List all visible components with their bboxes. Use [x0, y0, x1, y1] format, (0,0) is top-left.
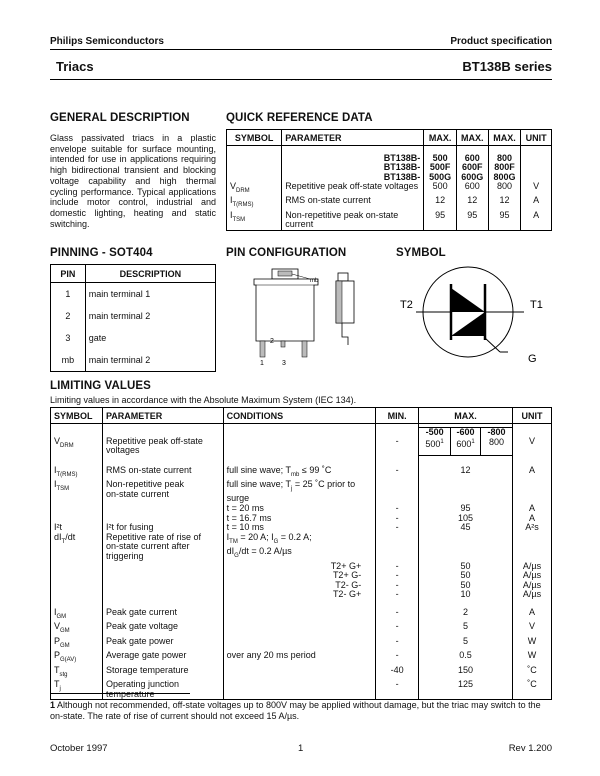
qr-type-value: 500G [424, 173, 457, 183]
lv-header-unit: UNIT [512, 408, 551, 424]
qr-header-max: MAX. [424, 130, 457, 146]
lv-row-vdrm [51, 428, 552, 456]
lv-min: - [376, 504, 419, 514]
pin-label-1: 1 [260, 360, 264, 367]
pin-header-pin: PIN [51, 265, 86, 283]
lv-condition: over any 20 ms period [223, 651, 376, 665]
lv-unit: A/µs [512, 562, 551, 572]
pin-row [51, 305, 216, 327]
quick-reference-header-row [227, 130, 552, 146]
footer-date: October 1997 [50, 743, 108, 754]
lv-max: 800 [488, 436, 505, 447]
lv-symbol: T [54, 678, 60, 689]
lv-parameter: temperature [105, 688, 155, 699]
qr-header-max: MAX. [456, 130, 488, 146]
limiting-values-table [50, 407, 552, 700]
qr-type-value: 500F [424, 163, 457, 173]
lv-condition: I [226, 531, 230, 542]
footnote-text: Although not recommended, off-state voltages up to 800V may be applied without damage, but the triac may switch to the on-state. The rate of rise of current should not exceed 15 A/µs. [50, 700, 541, 721]
qr-row-itsm [227, 211, 552, 231]
lv-min: - [376, 562, 419, 572]
lv-unit: W [512, 651, 551, 665]
pin-row [51, 349, 216, 372]
lv-parameter: Peak gate voltage [102, 622, 223, 636]
footnote-number: 1 [50, 700, 56, 710]
pin-number: 2 [51, 305, 86, 327]
pin-description: main terminal 1 [85, 283, 215, 306]
lv-parameter: Peak gate power [102, 637, 223, 651]
lv-parameter: Storage temperature [102, 666, 223, 680]
product-category: Triacs [56, 59, 94, 74]
lv-parameter: on-state current after [105, 541, 190, 552]
lv-symbol: I [54, 607, 57, 617]
qr-type-label: BT138B- [282, 154, 424, 164]
lv-quadrant: T2- G+ [223, 590, 376, 600]
lv-symbol: /dt [65, 531, 76, 542]
lv-quadrant: T2- G- [223, 581, 376, 591]
qr-value: 800 [488, 182, 521, 196]
title-rule [50, 79, 552, 80]
lv-unit: ˚C [512, 680, 551, 700]
footer-revision: Rev 1.200 [508, 743, 552, 754]
lv-symbol: P [54, 650, 61, 661]
lv-row-quadrant [51, 562, 552, 572]
qr-type-value: 600 [456, 154, 488, 164]
lv-condition: ≤ 99 ˚C [299, 464, 332, 475]
lv-symbol-sub: T [61, 538, 66, 545]
lv-row-didt [51, 533, 552, 562]
lv-symbol: P [54, 635, 61, 646]
lv-condition-sub: G [273, 538, 279, 545]
pin-configuration-drawing [226, 265, 376, 370]
footer-page-number: 1 [298, 743, 304, 754]
lv-symbol-sub: GM [60, 628, 70, 635]
company-name: Philips Semiconductors [50, 36, 164, 47]
pin-header-description: DESCRIPTION [85, 265, 215, 283]
lv-max: 5 [419, 622, 513, 636]
lv-condition [223, 622, 376, 636]
lv-row-gate [51, 622, 552, 636]
symbol-label-t1: T1 [530, 299, 543, 311]
lv-unit: W [512, 637, 551, 651]
qr-value: 12 [424, 196, 457, 210]
lv-min: - [376, 523, 419, 533]
lv-min: - [376, 466, 419, 480]
pin-row [51, 283, 216, 306]
lv-unit: A/µs [512, 581, 551, 591]
lv-max: 5 [419, 637, 513, 651]
footnote-mark: 1 [440, 438, 444, 445]
qr-type-label: BT138B- [282, 173, 424, 183]
lv-condition-sub: TM [229, 538, 238, 545]
pin-label-2: 2 [270, 338, 274, 345]
lv-symbol: I [54, 479, 57, 490]
lv-min: -40 [376, 666, 419, 680]
lv-max: 95 [419, 504, 513, 514]
lv-symbol: I [54, 464, 57, 475]
lv-min: - [376, 428, 419, 456]
qr-type-value: 800G [488, 173, 521, 183]
symbol-heading: SYMBOL [396, 247, 446, 259]
lv-min: - [376, 608, 419, 622]
lv-condition: = 20 A; I [237, 531, 274, 542]
lv-row-tj [51, 680, 552, 700]
lv-row-quadrant [51, 581, 552, 591]
qr-symbol-sub: T(RMS) [232, 202, 254, 209]
lv-parameter: Non-repetitive peak [105, 479, 184, 490]
footnote-mark: 1 [471, 438, 475, 445]
lv-max: 105 [419, 514, 513, 524]
lv-condition [223, 608, 376, 622]
lv-symbol-sub: TSM [56, 485, 70, 492]
qr-unit: V [521, 182, 552, 196]
lv-quadrant: T2+ G- [223, 571, 376, 581]
pin-number: 1 [51, 283, 86, 306]
lv-condition: dI [226, 546, 235, 557]
qr-header-unit: UNIT [521, 130, 552, 146]
lv-row-gate [51, 666, 552, 680]
lv-header-parameter: PARAMETER [102, 408, 223, 424]
lv-max: 50 [419, 562, 513, 572]
quick-reference-table [226, 129, 552, 231]
general-description-heading: GENERAL DESCRIPTION [50, 112, 190, 124]
lv-symbol-sub: G(AV) [60, 656, 77, 663]
lv-symbol: I²t [51, 523, 103, 533]
lv-parameter: Average gate power [102, 651, 223, 665]
lv-condition: full sine wave; T [226, 464, 292, 475]
lv-condition: t = 20 ms [223, 504, 376, 514]
qr-parameter: RMS on-state current [282, 196, 424, 210]
lv-quadrant: T2+ G+ [223, 562, 376, 572]
lv-row-itsm [51, 480, 552, 504]
pinning-heading: PINNING - SOT404 [50, 247, 153, 259]
qr-header-max: MAX. [488, 130, 521, 146]
lv-row-gate [51, 608, 552, 622]
lv-symbol-sub: T(RMS) [56, 471, 78, 478]
lv-condition [223, 666, 376, 680]
pin-label-mb: mb [310, 278, 319, 284]
qr-symbol-sub: TSM [232, 216, 246, 223]
qr-type-value: 500 [424, 154, 457, 164]
lv-header-row [51, 408, 552, 424]
lv-min: - [376, 571, 419, 581]
qr-value: 95 [488, 211, 521, 231]
lv-unit: A [512, 608, 551, 622]
lv-parameter: Repetitive peak off-state [105, 435, 203, 446]
lv-symbol: V [54, 621, 61, 632]
lv-header-conditions: CONDITIONS [223, 408, 376, 424]
lv-symbol-sub: GM [60, 642, 70, 649]
lv-condition: t = 16.7 ms [223, 514, 376, 524]
qr-value: 500 [424, 182, 457, 196]
qr-header-parameter: PARAMETER [282, 130, 424, 146]
qr-symbol: I [230, 195, 233, 206]
lv-unit: A/µs [512, 590, 551, 600]
product-series: BT138B series [462, 59, 552, 74]
lv-max: 600 [456, 438, 472, 449]
lv-condition: full sine wave; T [226, 479, 292, 490]
footnote [50, 700, 552, 722]
lv-min: - [376, 651, 419, 665]
lv-unit: V [512, 622, 551, 636]
lv-condition-sub: G [234, 553, 239, 560]
qr-type-value: 800 [488, 154, 521, 164]
qr-value: 95 [456, 211, 488, 231]
lv-row-gate [51, 651, 552, 665]
qr-value: 600 [456, 182, 488, 196]
lv-parameter: Repetitive rate of rise of [105, 531, 201, 542]
header-rule [50, 49, 552, 50]
quick-reference-heading: QUICK REFERENCE DATA [226, 112, 373, 124]
lv-condition: surge [226, 493, 250, 504]
symbol-label-g: G [528, 353, 537, 365]
qr-unit: A [521, 196, 552, 210]
qr-type-value: 600F [456, 163, 488, 173]
lv-grade: -800 [487, 427, 506, 437]
lv-unit: A [512, 514, 551, 524]
document-type: Product specification [450, 36, 552, 47]
pin-description: main terminal 2 [85, 349, 215, 372]
lv-min: - [376, 680, 419, 700]
lv-parameter: triggering [105, 551, 144, 562]
lv-min: - [376, 590, 419, 600]
lv-condition: t = 10 ms [223, 523, 376, 533]
lv-unit: A/µs [512, 571, 551, 581]
lv-unit: A [512, 504, 551, 514]
pin-description: gate [85, 327, 215, 349]
lv-unit: V [512, 428, 551, 456]
lv-row-quadrant [51, 571, 552, 581]
lv-max: 12 [419, 466, 513, 480]
lv-header-min: MIN. [376, 408, 419, 424]
lv-max: 500 [425, 438, 441, 449]
qr-row-itrms [227, 196, 552, 210]
limiting-values-intro: Limiting values in accordance with the Absolute Maximum System (IEC 134). [50, 395, 357, 405]
lv-row-quadrant [51, 590, 552, 600]
lv-symbol-sub: stg [59, 671, 68, 678]
lv-unit: A [512, 466, 551, 480]
qr-value: 12 [456, 196, 488, 210]
general-description-text: Glass passivated triacs in a plastic envelope suitable for surface mounting, intended for use in applications requiring high bidirectional transient and blocking voltage capability and high thermal cycling performance. Typical applications include motor control, industrial and domestic lighting, heating and static switching. [50, 133, 216, 229]
lv-unit: ˚C [512, 666, 551, 680]
lv-row-t20 [51, 504, 552, 514]
symbol-label-t2: T2 [400, 299, 413, 311]
pin-description: main terminal 2 [85, 305, 215, 327]
triac-symbol [396, 262, 552, 370]
lv-row-gate [51, 637, 552, 651]
lv-condition [223, 637, 376, 651]
qr-unit: A [521, 211, 552, 231]
qr-type-value: 600G [456, 173, 488, 183]
qr-parameter: Repetitive peak off-state voltages [282, 182, 424, 196]
lv-parameter: Operating junction [105, 678, 179, 689]
limiting-values-heading: LIMITING VALUES [50, 380, 151, 392]
lv-max: 45 [419, 523, 513, 533]
pinning-table [50, 264, 216, 372]
qr-header-symbol: SYMBOL [227, 130, 282, 146]
lv-row-itrms [51, 466, 552, 480]
qr-parameter: Non-repetitive peak on-state current [282, 211, 424, 231]
pinning-header-row [51, 265, 216, 283]
lv-parameter: I²t for fusing [102, 523, 223, 533]
pin-number: mb [51, 349, 86, 372]
qr-symbol: I [230, 209, 233, 220]
qr-row-vdrm [227, 182, 552, 196]
lv-symbol-sub: DRM [60, 442, 74, 449]
lv-max: 2 [419, 608, 513, 622]
lv-max: 10 [419, 590, 513, 600]
qr-value: 12 [488, 196, 521, 210]
lv-symbol: V [54, 435, 61, 446]
lv-max: 0.5 [419, 651, 513, 665]
lv-min: - [376, 581, 419, 591]
lv-min: - [376, 622, 419, 636]
lv-min: - [376, 637, 419, 651]
lv-parameter: Peak gate current [102, 608, 223, 622]
pin-number: 3 [51, 327, 86, 349]
lv-condition: = 0.2 A; [278, 531, 312, 542]
qr-type-value: 800F [488, 163, 521, 173]
pin-configuration-heading: PIN CONFIGURATION [226, 247, 347, 259]
qr-symbol-sub: DRM [236, 187, 250, 194]
lv-symbol: T [54, 664, 60, 675]
pin-row [51, 327, 216, 349]
lv-condition: /dt = 0.2 A/µs [238, 546, 292, 557]
pin-label-3: 3 [282, 360, 286, 367]
lv-grade: -500 [425, 427, 444, 437]
lv-max: 50 [419, 581, 513, 591]
lv-parameter: on-state current [105, 488, 169, 499]
lv-max: 150 [419, 666, 513, 680]
lv-parameter: RMS on-state current [102, 466, 223, 480]
lv-condition-sub: j [291, 485, 293, 492]
qr-value: 95 [424, 211, 457, 231]
footnote-rule [50, 693, 190, 694]
lv-condition: = 25 ˚C prior to [292, 479, 356, 490]
lv-header-max: MAX. [419, 408, 513, 424]
lv-condition-sub: mb [291, 471, 300, 478]
lv-max: 125 [419, 680, 513, 700]
lv-parameter: voltages [105, 445, 140, 456]
lv-symbol: dI [54, 531, 62, 542]
lv-unit: A²s [512, 523, 551, 533]
lv-symbol-sub: GM [56, 613, 67, 620]
lv-max: 50 [419, 571, 513, 581]
lv-symbol-sub: j [59, 685, 61, 692]
qr-type-label: BT138B- [282, 163, 424, 173]
lv-grade: -600 [456, 427, 475, 437]
lv-header-symbol: SYMBOL [51, 408, 103, 424]
qr-symbol: V [230, 181, 237, 191]
lv-min: - [376, 514, 419, 524]
